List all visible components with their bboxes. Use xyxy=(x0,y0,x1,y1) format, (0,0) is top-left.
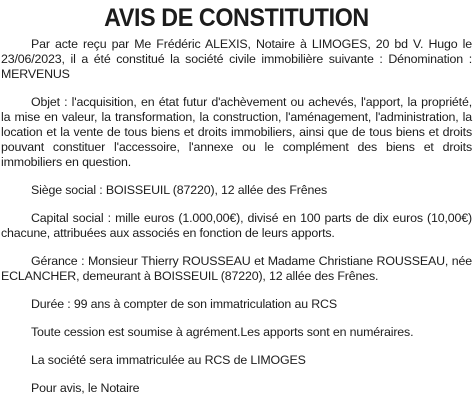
notice-title: AVIS DE CONSTITUTION xyxy=(104,4,369,32)
paragraph-registration: La société sera immatriculée au RCS de LIMOGES xyxy=(31,353,306,367)
paragraph-duration: Durée : 99 ans à compter de son immatriculation au RCS xyxy=(31,297,337,311)
paragraph-share-capital: Capital social : mille euros (1.000,00€), divisé en 100 parts de dix euros (10,00€) chacune, attribuées aux associés en fonction de leurs apports. xyxy=(1,211,472,240)
paragraph-management: Gérance : Monsieur Thierry ROUSSEAU et Madame Christiane ROUSSEAU, née ECLANCHER, demeurant à BOISSEUIL (87220), 12 allée des Frênes. xyxy=(1,254,472,283)
paragraph-registered-office: Siège social : BOISSEUIL (87220), 12 allée des Frênes xyxy=(31,183,328,197)
paragraph-signature: Pour avis, le Notaire xyxy=(31,381,140,395)
paragraph-purpose: Objet : l'acquisition, en état futur d'achèvement ou achevés, l'apport, la propriété, la mise en valeur, la transformation, la construction, l'aménagement, l'administration, la location et la vente de tous biens et droits immobiliers, ainsi que de tous biens et droits pouvant constituer l'accessoire, l'annexe ou le complément des biens et droits immobiliers en question. xyxy=(1,95,472,169)
paragraph-transfer-approval: Toute cession est soumise à agrément.Les apports sont en numéraires. xyxy=(31,325,414,339)
paragraph-deed: Par acte reçu par Me Frédéric ALEXIS, Notaire à LIMOGES, 20 bd V. Hugo le 23/06/2023, il a été constitué la société civile immobilière suivante : Dénomination : MERVENUS xyxy=(1,37,472,81)
